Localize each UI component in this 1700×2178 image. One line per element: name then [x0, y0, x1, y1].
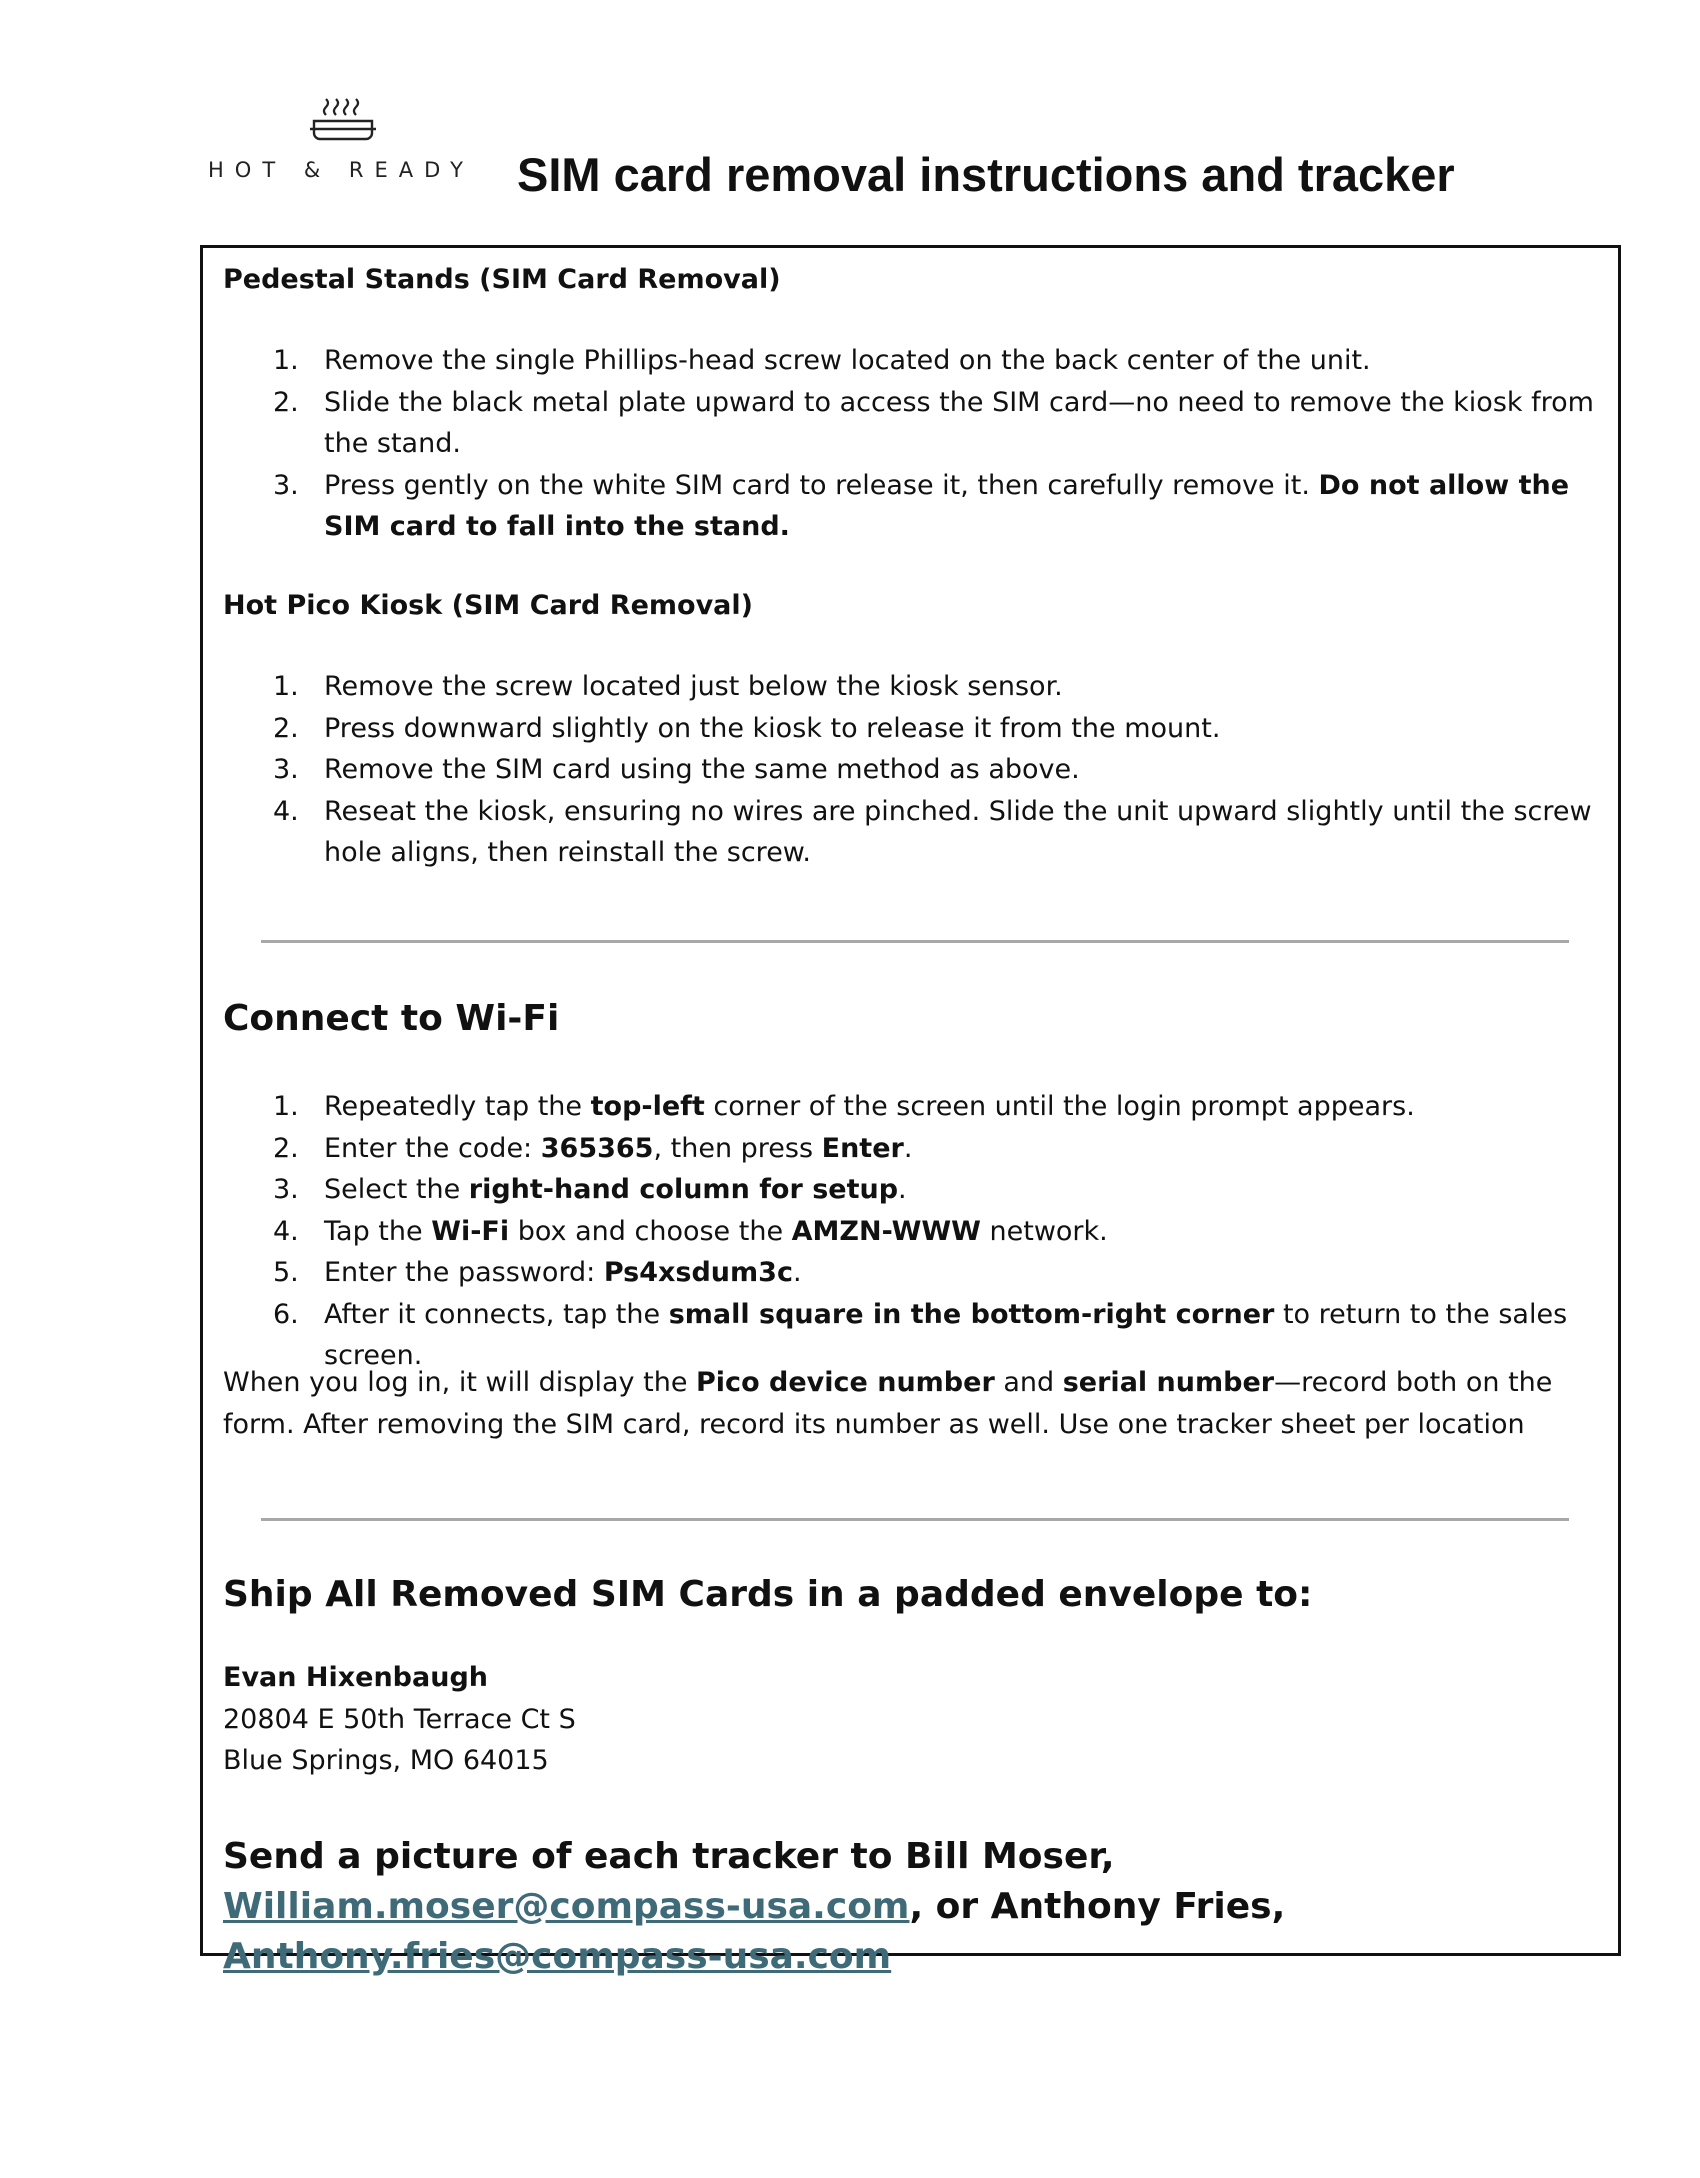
pedestal-steps: [223, 340, 1603, 548]
email-link-william[interactable]: William.moser@compass-usa.com: [223, 1886, 910, 1927]
ship-address: [223, 1657, 576, 1782]
street-line: 20804 E 50th Terrace Ct S: [223, 1703, 576, 1735]
list-item: 1. Remove the screw located just below the kiosk sensor.: [273, 671, 1063, 702]
logo-text: HOT & READY: [208, 158, 474, 182]
instructions-box: [200, 245, 1621, 1977]
wifi-note: When you log in, it will display the Pico device number and serial number—record both on the form. After removing the SIM card, record its number as well. Use one tracker sheet per location: [223, 1367, 1553, 1440]
list-item: 2. Press downward slightly on the kiosk to release it from the mount.: [273, 712, 1221, 744]
steaming-dish-icon: [308, 95, 378, 145]
list-item: 6. After it connects, tap the small square in the bottom-right corner to return to the sales screen.: [273, 1298, 1568, 1371]
hot-and-ready-logo: [208, 95, 498, 195]
pico-heading: Hot Pico Kiosk (SIM Card Removal): [223, 590, 753, 621]
list-item: 3. Press gently on the white SIM card to release it, then carefully remove it. Do not allow the SIM card to fall into the stand.: [273, 469, 1570, 542]
send-instructions: Send a picture of each tracker to Bill Moser, William.moser@compass-usa.com, or Anthony Fries, Anthony.fries@compass-usa.com: [223, 1836, 1286, 1977]
pedestal-heading: Pedestal Stands (SIM Card Removal): [223, 264, 781, 295]
ship-heading: Ship All Removed SIM Cards in a padded envelope to:: [223, 1574, 1313, 1615]
recipient-name: Evan Hixenbaugh: [223, 1662, 489, 1693]
list-item: 5. Enter the password: Ps4xsdum3c.: [273, 1257, 802, 1288]
city-line: Blue Springs, MO 64015: [223, 1745, 549, 1776]
list-item: 4. Tap the Wi-Fi box and choose the AMZN-WWW network.: [273, 1215, 1108, 1247]
list-item: 2. Enter the code: 365365, then press Enter.: [273, 1132, 913, 1164]
list-item: 3. Select the right-hand column for setup.: [273, 1174, 907, 1205]
pico-steps: [223, 666, 1603, 874]
wifi-heading: Connect to Wi-Fi: [223, 998, 560, 1039]
list-item: 1. Remove the single Phillips-head screw located on the back center of the unit.: [273, 345, 1371, 376]
email-link-anthony[interactable]: Anthony.fries@compass-usa.com: [223, 1936, 892, 1977]
wifi-steps: [223, 1086, 1603, 1377]
list-item: 1. Repeatedly tap the top-left corner of the screen until the login prompt appears.: [273, 1091, 1415, 1122]
list-item: 4. Reseat the kiosk, ensuring no wires are pinched. Slide the unit upward slightly until the screw hole aligns, then reinstall the screw.: [273, 795, 1592, 868]
divider: [261, 1518, 1569, 1521]
divider: [261, 940, 1569, 943]
list-item: 2. Slide the black metal plate upward to access the SIM card—no need to remove the kiosk from the stand.: [273, 386, 1594, 459]
page-title: SIM card removal instructions and tracker: [517, 148, 1455, 201]
document-header: [0, 95, 1700, 205]
list-item: 3. Remove the SIM card using the same method as above.: [273, 754, 1080, 785]
